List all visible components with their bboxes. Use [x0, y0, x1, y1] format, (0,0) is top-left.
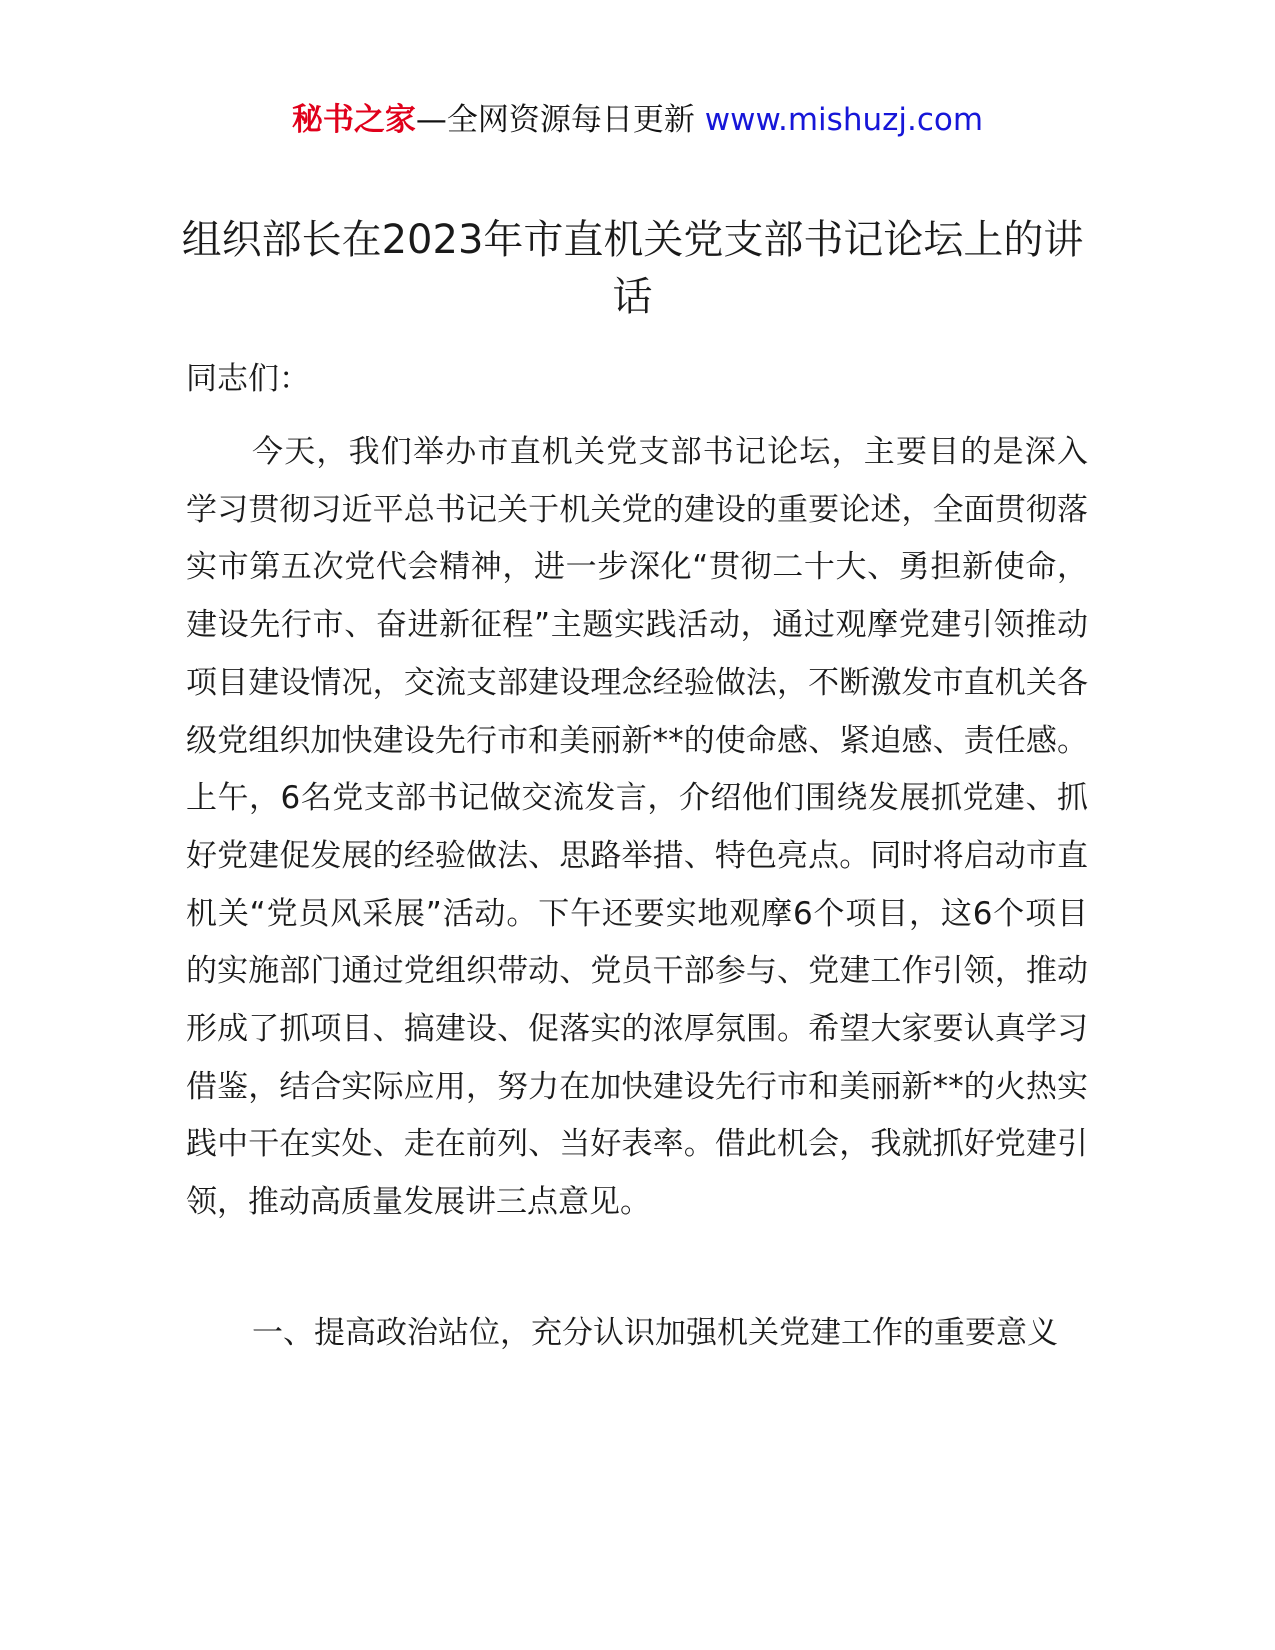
site-header: [0, 98, 1275, 142]
section-heading: 一、提高政治站位，充分认识加强机关党建工作的重要意义: [252, 1315, 1058, 1351]
salutation: 同志们：: [186, 361, 310, 397]
body-paragraph: 今天，我们举办市直机关党支部书记论坛，主要目的是深入学习贯彻习近平总书记关于机关党的建设的重要论述，全面贯彻落实市第五次党代会精神，进一步深化“贯彻二十大、勇担新使命，建设先行市、奋进新征程”主题实践活动，通过观摩党建引领推动项目建设情况，交流支部建设理念经验做法，不断激发市直机关各级党组织加快建设先行市和美丽新**的使命感、紧迫感、责任感。上午，6名党支部书记做交流发言，介绍他们围绕发展抓党建、抓好党建促发展的经验做法、思路举措、特色亮点。同时将启动市直机关“党员风采展”活动。下午还要实地观摩6个项目，这6个项目的实施部门通过党组织带动、党员干部参与、党建工作引领，推动形成了抓项目、搞建设、促落实的浓厚氛围。希望大家要认真学习借鉴，结合实际应用，努力在加快建设先行市和美丽新**的火热实践中干在实处、走在前列、当好表率。借此机会，我就抓好党建引领，推动高质量发展讲三点意见。: [186, 434, 1088, 1221]
site-url-link[interactable]: www.mishuzj.com: [704, 102, 984, 138]
document-title: 组织部长在2023年市直机关党支部书记论坛上的讲话: [181, 217, 1084, 320]
brand-name: 秘书之家: [291, 102, 416, 138]
header-slogan: —全网资源每日更新: [415, 102, 695, 138]
